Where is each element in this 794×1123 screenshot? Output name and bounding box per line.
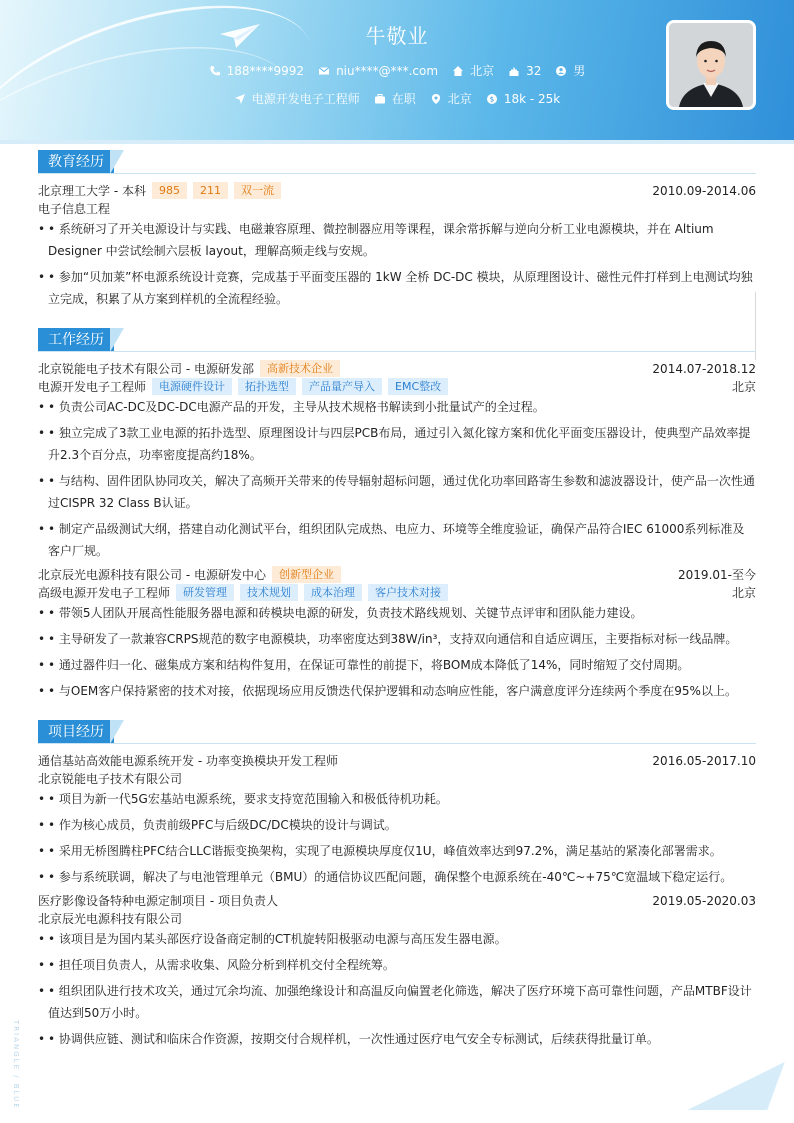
list-item: • • 与OEM客户保持紧密的技术对接，依据现场应用反馈迭代保护逻辑和动态响应性能，客户满意度评分连续两个季度在95%以上。 <box>38 684 737 698</box>
section-title-triangle <box>110 150 124 174</box>
company-tag: 高新技术企业 <box>260 360 340 377</box>
school-tag: 双一流 <box>234 182 281 199</box>
project-company-row <box>38 770 756 787</box>
job-title: 电源开发电子工程师 <box>38 380 147 394</box>
avatar-image <box>669 23 753 107</box>
skill-tag: EMC整改 <box>388 378 448 395</box>
skill-tag: 产品量产导入 <box>302 378 382 395</box>
phone-text: 188****9992 <box>226 63 305 78</box>
section-divider <box>38 173 756 174</box>
briefcase-icon <box>374 93 386 105</box>
company-name: 北京锐能电子技术有限公司 - 电源研发部 <box>38 362 254 376</box>
major-name: 电子信息工程 <box>38 202 111 216</box>
position-text: 电源开发电子工程师 <box>251 92 360 106</box>
section-divider <box>38 743 756 744</box>
list-item: • • 项目为新一代5G宏基站电源系统，要求支持宽范围输入和极低待机功耗。 <box>38 792 448 806</box>
list-item: • • 负责公司AC-DC及DC-DC电源产品的开发，主导从技术规格书解读到小批量试产的全过程。 <box>38 400 545 414</box>
work-company-row <box>38 566 756 583</box>
position-item <box>234 90 360 107</box>
target-city-text: 北京 <box>447 92 472 106</box>
skill-tag: 技术规划 <box>240 584 298 601</box>
email-item <box>318 64 438 78</box>
list-item: • • 参与系统联调，解决了与电池管理单元（BMU）的通信协议匹配问题，确保整个电源系统在-40℃~+75℃宽温域下稳定运行。 <box>38 870 733 884</box>
gender-text: 男 <box>573 64 586 78</box>
project-period: 2016.05-2017.10 <box>652 753 756 768</box>
list-item: • • 带领5人团队开展高性能服务器电源和砖模块电源的研发，负责技术路线规划、关键节点评审和团队能力建设。 <box>38 606 643 620</box>
section-title-triangle <box>110 328 124 352</box>
resume-header <box>0 0 794 140</box>
gender-item <box>555 62 585 79</box>
work-location: 北京 <box>731 380 756 394</box>
skill-tag: 研发管理 <box>176 584 234 601</box>
section-title-triangle <box>110 720 124 744</box>
status-text: 在职 <box>391 92 416 106</box>
company-tag: 创新型企业 <box>272 566 341 583</box>
skill-tag: 成本治理 <box>304 584 362 601</box>
header-bottom-strip <box>0 140 794 144</box>
home-icon <box>452 65 464 77</box>
phone-item <box>209 64 304 78</box>
section-header-work <box>38 328 756 352</box>
skill-tag: 客户技术对接 <box>368 584 448 601</box>
section-title: 项目经历 <box>38 720 114 744</box>
work-location: 北京 <box>731 586 756 600</box>
salary-item <box>486 92 560 106</box>
project-company-row <box>38 910 756 927</box>
education-period: 2010.09-2014.06 <box>652 183 756 198</box>
list-item: • • 该项目是为国内某头部医疗设备商定制的CT机旋转阳极驱动电源与高压发生器电源。 <box>38 932 507 946</box>
work-title-row <box>38 584 756 601</box>
list-item: • • 系统研习了开关电源设计与实践、电磁兼容原理、微控制器应用等课程，课余常拆解与逆向分析工业电源模块，并在 Altium Designer 中尝试绘制六层板 layout，理解高频走线与安规。 <box>38 222 714 258</box>
project-company: 北京辰光电源科技有限公司 <box>38 912 183 926</box>
mail-icon <box>318 65 330 77</box>
education-major-row <box>38 200 756 217</box>
svg-text:$: $ <box>489 95 495 103</box>
salary-text: 18k - 25k <box>503 91 561 106</box>
work-title-row <box>38 378 756 395</box>
project-name: 医疗影像设备特种电源定制项目 - 项目负责人 <box>38 894 278 908</box>
list-item: • • 协调供应链、测试和临床合作资源，按期交付合规样机，一次性通过医疗电气安全专标测试，后续获得批量订单。 <box>38 1032 659 1046</box>
skill-tag: 电源硬件设计 <box>152 378 232 395</box>
school-name: 北京理工大学 - 本科 <box>38 184 146 198</box>
list-item: • • 作为核心成员，负责前级PFC与后级DC/DC模块的设计与调试。 <box>38 818 397 832</box>
job-title: 高级电源开发电子工程师 <box>38 586 171 600</box>
list-item: • • 通过器件归一化、磁集成方案和结构件复用，在保证可靠性的前提下，将BOM成本降低了14%，同时缩短了交付周期。 <box>38 658 690 672</box>
skill-tag: 拓扑选型 <box>238 378 296 395</box>
money-icon <box>486 93 498 105</box>
watermark-text: TRIANGLE / BLUE <box>12 1020 20 1110</box>
section-title: 教育经历 <box>38 150 114 174</box>
corner-triangle <box>687 1062 784 1110</box>
project-name-row <box>38 752 756 769</box>
age-item <box>508 64 541 78</box>
person-icon <box>555 65 567 77</box>
send-icon <box>234 93 246 105</box>
section-title: 工作经历 <box>38 328 114 352</box>
section-header-project <box>38 720 756 744</box>
work-company-row <box>38 360 756 377</box>
target-city-item <box>430 90 472 107</box>
project-period: 2019.05-2020.03 <box>652 893 756 908</box>
age-text: 32 <box>526 63 542 78</box>
list-item: • • 独立完成了3款工业电源的拓扑选型、原理图设计与四层PCB布局，通过引入氮化镓方案和优化平面变压器设计，使典型产品效率提升2.3个百分点，功率密度提高约18%。 <box>38 426 751 462</box>
list-item: • • 与结构、固件团队协同攻关，解决了高频开关带来的传导辐射超标问题，通过优化功率回路寄生参数和滤波器设计，使产品一次性通过CISPR 32 Class B认证。 <box>38 474 755 510</box>
city-item <box>452 62 494 79</box>
list-item: • • 制定产品级测试大纲，搭建自动化测试平台，组织团队完成热、电应力、环境等全维度验证，确保产品符合IEC 61000系列标准及客户厂规。 <box>38 522 745 558</box>
location-pin-icon <box>430 93 442 105</box>
status-item <box>374 90 416 107</box>
work-period: 2019.01-至今 <box>678 568 756 582</box>
list-item: • • 主导研发了一款兼容CRPS规范的数字电源模块，功率密度达到38W/in³，支持双向通信和自适应调压，主要指标对标一线品牌。 <box>38 632 738 646</box>
phone-icon <box>209 65 221 77</box>
work-period: 2014.07-2018.12 <box>652 361 756 376</box>
cake-icon <box>508 65 520 77</box>
school-tag: 211 <box>193 182 228 199</box>
profile-photo <box>666 20 756 110</box>
list-item: • • 参加“贝加莱”杯电源系统设计竞赛，完成基于平面变压器的 1kW 全桥 DC-DC 模块，从原理图设计、磁性元件打样到上电测试均独立完成，积累了从方案到样机的全流程经验。 <box>38 270 753 306</box>
project-name: 通信基站高效能电源系统开发 - 功率变换模块开发工程师 <box>38 754 338 768</box>
project-name-row <box>38 892 756 909</box>
list-item: • • 担任项目负责人，从需求收集、风险分析到样机交付全程统筹。 <box>38 958 395 972</box>
city-text: 北京 <box>470 64 495 78</box>
list-item: • • 组织团队进行技术攻关，通过冗余均流、加强绝缘设计和高温反向偏置老化筛选，解决了医疗环境下高可靠性问题，产品MTBF设计值达到50万小时。 <box>38 984 752 1020</box>
company-name: 北京辰光电源科技有限公司 - 电源研发中心 <box>38 568 266 582</box>
list-item: • • 采用无桥图腾柱PFC结合LLC谐振变换架构，实现了电源模块厚度仅1U，峰值效率达到97.2%，满足基站的紧凑化部署需求。 <box>38 844 722 858</box>
school-tag: 985 <box>152 182 187 199</box>
education-school-row <box>38 182 756 199</box>
section-divider <box>38 351 756 352</box>
email-text: niu****@***.com <box>336 63 439 78</box>
section-header-education <box>38 150 756 174</box>
candidate-name: 牛敬业 <box>365 24 429 48</box>
project-company: 北京锐能电子技术有限公司 <box>38 772 183 786</box>
